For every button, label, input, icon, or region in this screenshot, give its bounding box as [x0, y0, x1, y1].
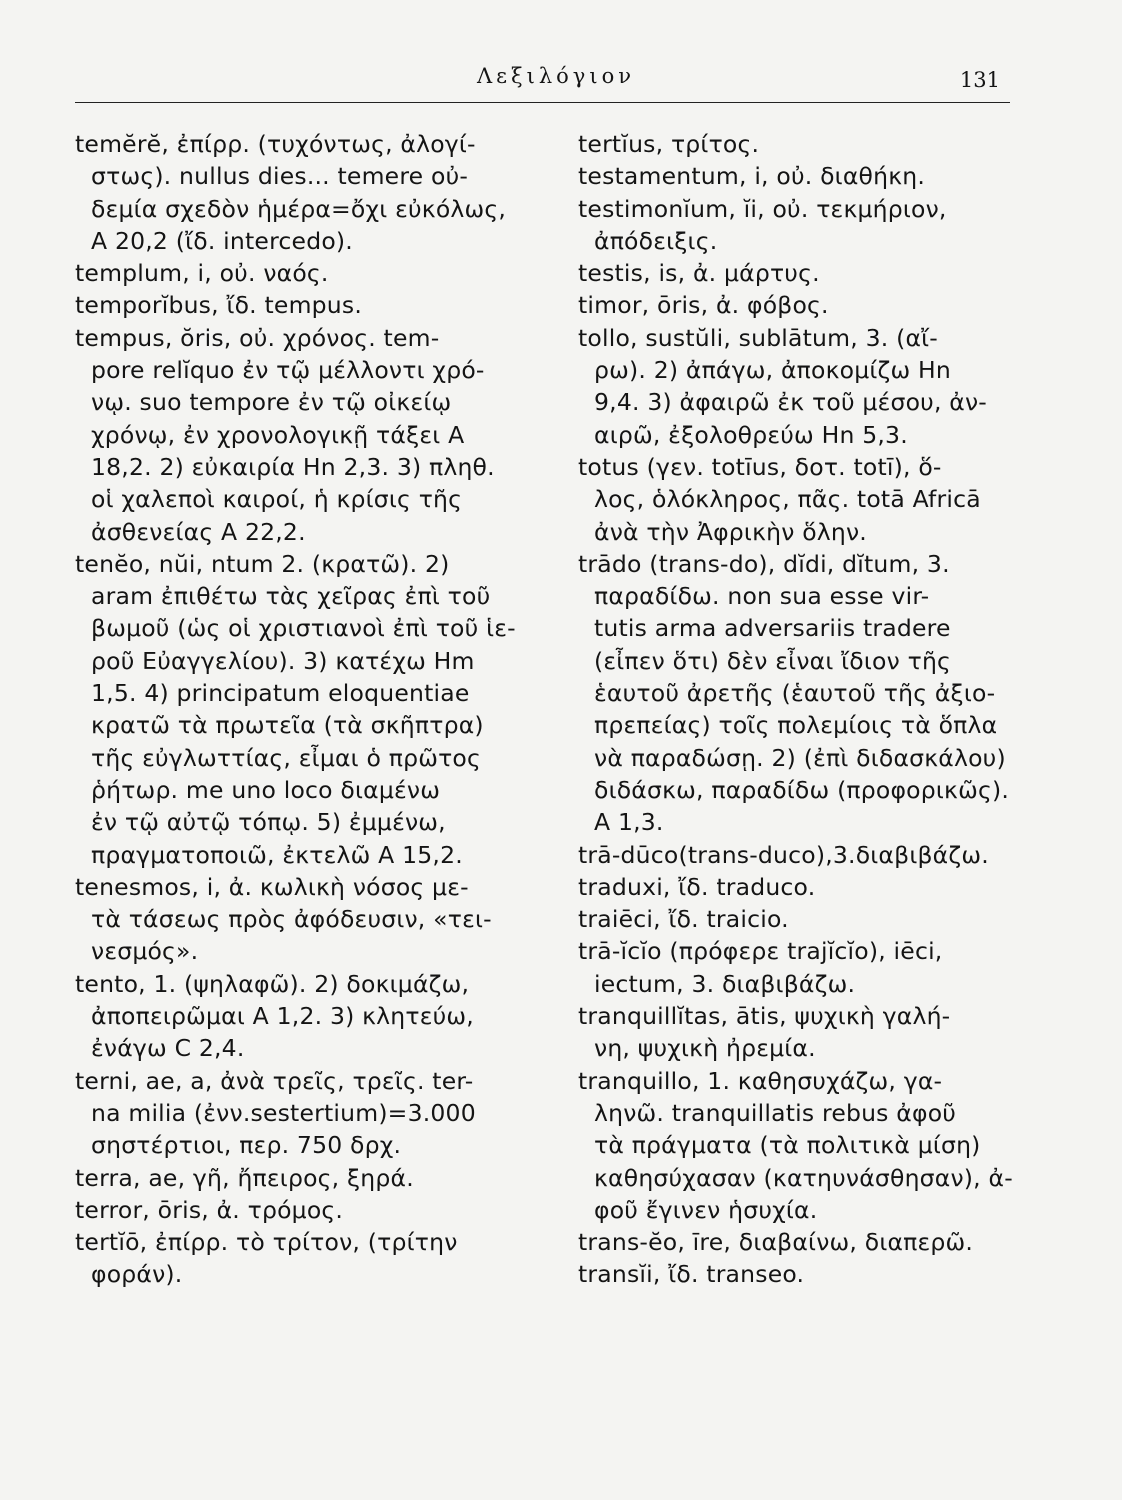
entry-headword-line: terni, ae, a, ἀνὰ τρεῖς, τρεῖς. ter-: [75, 1066, 474, 1095]
entry-continuation-line: pore relĭquo ἐν τῷ μέλλοντι χρό-: [91, 356, 485, 385]
entry-headword-line: tertĭus, τρίτος.: [578, 130, 760, 158]
entry-headword-line: terra, ae, γῆ, ἤπειρος, ξηρά.: [75, 1163, 414, 1192]
entry-continuation-line: σηστέρτιοι, περ. 750 δρχ.: [91, 1131, 402, 1160]
entry-continuation-line: ἐν τῷ αὐτῷ τόπῳ. 5) ἐμμένω,: [91, 808, 446, 837]
entry-continuation-line: δεμία σχεδὸν ἡμέρα=ὄχι εὐκόλως,: [91, 194, 507, 223]
entry-continuation-line: ἀνὰ τὴν Ἀφρικὴν ὅλην.: [594, 517, 867, 546]
entry-headword-line: tollo, sustŭli, sublātum, 3. (αἴ-: [578, 323, 938, 352]
entry-continuation-line: 18,2. 2) εὐκαιρία Ηn 2,3. 3) πληθ.: [91, 452, 495, 481]
entry-continuation-line: iectum, 3. διαβιβάζω.: [594, 969, 856, 998]
entry-headword-line: temporĭbus, ἴδ. tempus.: [75, 291, 363, 320]
entry-continuation-line: ροῦ Εὐαγγελίου). 3) κατέχω Ηm: [91, 646, 475, 675]
entry-continuation-line: νῳ. suo tempore ἐν τῷ οἰκείῳ: [91, 388, 452, 417]
entry-continuation-line: tutis arma adversariis tradere: [594, 614, 951, 643]
entry-continuation-line: τῆς εὐγλωττίας, εἶμαι ὁ πρῶτος: [91, 743, 481, 772]
entry-continuation-line: ἀπόδειξις.: [594, 226, 718, 255]
entry-continuation-line: πρεπείας) τοῖς πολεμίοις τὰ ὅπλα: [594, 711, 998, 740]
entry-headword-line: terror, ōris, ἀ. τρόμος.: [75, 1195, 344, 1224]
entry-continuation-line: παραδίδω. non sua esse vir-: [594, 582, 930, 611]
running-head: Λεξιλόγιον: [477, 64, 635, 88]
entry-continuation-line: στως). nullus dies... temere οὐ-: [91, 162, 469, 191]
entry-continuation-line: (εἶπεν ὅτι) δὲν εἶναι ἴδιον τῆς: [594, 646, 952, 675]
entry-headword-line: testis, is, ἀ. μάρτυς.: [578, 259, 820, 288]
entry-continuation-line: na milia (ἐνν.sestertium)=3.000: [91, 1098, 476, 1127]
right-column: [578, 128, 1018, 1291]
entry-headword-line: trā-dūco(trans-duco),3.διαβιβάζω.: [578, 840, 989, 869]
entry-continuation-line: ἀσθενείας Α 22,2.: [91, 517, 306, 546]
entry-continuation-line: νεσμός».: [91, 937, 199, 966]
entry-headword-line: templum, i, οὐ. ναός.: [75, 259, 329, 288]
entry-continuation-line: Α 20,2 (ἴδ. intercedo).: [91, 226, 353, 255]
entry-continuation-line: 1,5. 4) principatum eloquentiae: [91, 679, 470, 708]
entry-continuation-line: 9,4. 3) ἀφαιρῶ ἐκ τοῦ μέσου, ἀν-: [594, 388, 987, 417]
entry-continuation-line: ρω). 2) ἀπάγω, ἀποκομίζω Ηn: [594, 356, 951, 385]
entry-continuation-line: ἀποπειρῶμαι Α 1,2. 3) κλητεύω,: [91, 1002, 474, 1031]
entry-continuation-line: χρόνῳ, ἐν χρονολογικῇ τάξει Α: [91, 420, 465, 449]
entry-headword-line: totus (γεν. totīus, δοτ. totī), ὅ-: [578, 452, 942, 481]
entry-headword-line: tranquillĭtas, ātis, ψυχικὴ γαλή-: [578, 1002, 951, 1031]
entry-headword-line: tenĕo, nŭi, ntum 2. (κρατῶ). 2): [75, 549, 450, 578]
entry-headword-line: trā-ĭcĭo (πρόφερε trajĭcĭo), iēci,: [578, 937, 943, 966]
entry-continuation-line: φοράν).: [91, 1260, 183, 1289]
entry-continuation-line: διδάσκω, παραδίδω (προφορικῶς).: [594, 775, 1009, 804]
entry-continuation-line: νὰ παραδώσῃ. 2) (ἐπὶ διδασκάλου): [594, 743, 1006, 772]
entry-headword-line: tempus, ŏris, οὐ. χρόνος. tem-: [75, 323, 440, 352]
entry-continuation-line: ληνῶ. tranquillatis rebus ἀφοῦ: [594, 1098, 957, 1127]
entry-headword-line: traiēci, ἴδ. traicio.: [578, 905, 789, 934]
entry-headword-line: trans-ĕo, īre, διαβαίνω, διαπερῶ.: [578, 1228, 974, 1257]
entry-headword-line: temĕrĕ, ἐπίρρ. (τυχόντως, ἀλογί-: [75, 130, 476, 158]
page-number: 131: [959, 68, 1000, 92]
entry-continuation-line: βωμοῦ (ὡς οἱ χριστιανοὶ ἐπὶ τοῦ ἱε-: [91, 614, 516, 643]
page-header: [75, 62, 1010, 103]
entry-headword-line: trādo (trans-do), dĭdi, dĭtum, 3.: [578, 549, 950, 578]
entry-continuation-line: Α 1,3.: [594, 808, 664, 837]
entry-headword-line: transĭi, ἴδ. transeo.: [578, 1260, 805, 1289]
entry-continuation-line: τὰ πράγματα (τὰ πολιτικὰ μίση): [594, 1131, 981, 1160]
entry-continuation-line: κρατῶ τὰ πρωτεῖα (τὰ σκῆπτρα): [91, 711, 484, 740]
entry-continuation-line: ἑαυτοῦ ἀρετῆς (ἑαυτοῦ τῆς ἀξιο-: [594, 679, 996, 708]
entry-headword-line: tertĭō, ἐπίρρ. τὸ τρίτον, (τρίτην: [75, 1228, 458, 1257]
entry-headword-line: testamentum, i, οὐ. διαθήκη.: [578, 162, 926, 191]
entry-continuation-line: αιρῶ, ἐξολοθρεύω Ηn 5,3.: [594, 420, 908, 449]
entry-continuation-line: πραγματοποιῶ, ἐκτελῶ Α 15,2.: [91, 840, 463, 869]
entry-headword-line: timor, ōris, ἀ. φόβος.: [578, 291, 829, 320]
entry-headword-line: tranquillo, 1. καθησυχάζω, γα-: [578, 1066, 943, 1095]
entry-continuation-line: καθησύχασαν (κατηυνάσθησαν), ἀ-: [594, 1163, 1013, 1192]
left-column: [75, 128, 545, 1291]
entry-continuation-line: νη, ψυχικὴ ἠρεμία.: [594, 1034, 816, 1063]
entry-continuation-line: οἱ χαλεποὶ καιροί, ἡ κρίσις τῆς: [91, 485, 463, 514]
entry-continuation-line: aram ἐπιθέτω τὰς χεῖρας ἐπὶ τοῦ: [91, 582, 491, 611]
entry-continuation-line: τὰ τάσεως πρὸς ἀφόδευσιν, «τει-: [91, 905, 492, 934]
entry-headword-line: tenesmos, i, ἀ. κωλικὴ νόσος με-: [75, 872, 469, 901]
entry-headword-line: traduxi, ἴδ. traduco.: [578, 872, 816, 901]
entry-continuation-line: ἐνάγω C 2,4.: [91, 1034, 245, 1063]
entry-headword-line: testimonĭum, ĭi, οὐ. τεκμήριον,: [578, 194, 947, 223]
entry-continuation-line: ῥήτωρ. me uno loco διαμένω: [91, 775, 441, 804]
entry-headword-line: tento, 1. (ψηλαφῶ). 2) δοκιμάζω,: [75, 969, 470, 998]
entry-continuation-line: λος, ὁλόκληρος, πᾶς. totā Africā: [594, 485, 981, 514]
entry-continuation-line: φοῦ ἔγινεν ἡσυχία.: [594, 1195, 818, 1224]
